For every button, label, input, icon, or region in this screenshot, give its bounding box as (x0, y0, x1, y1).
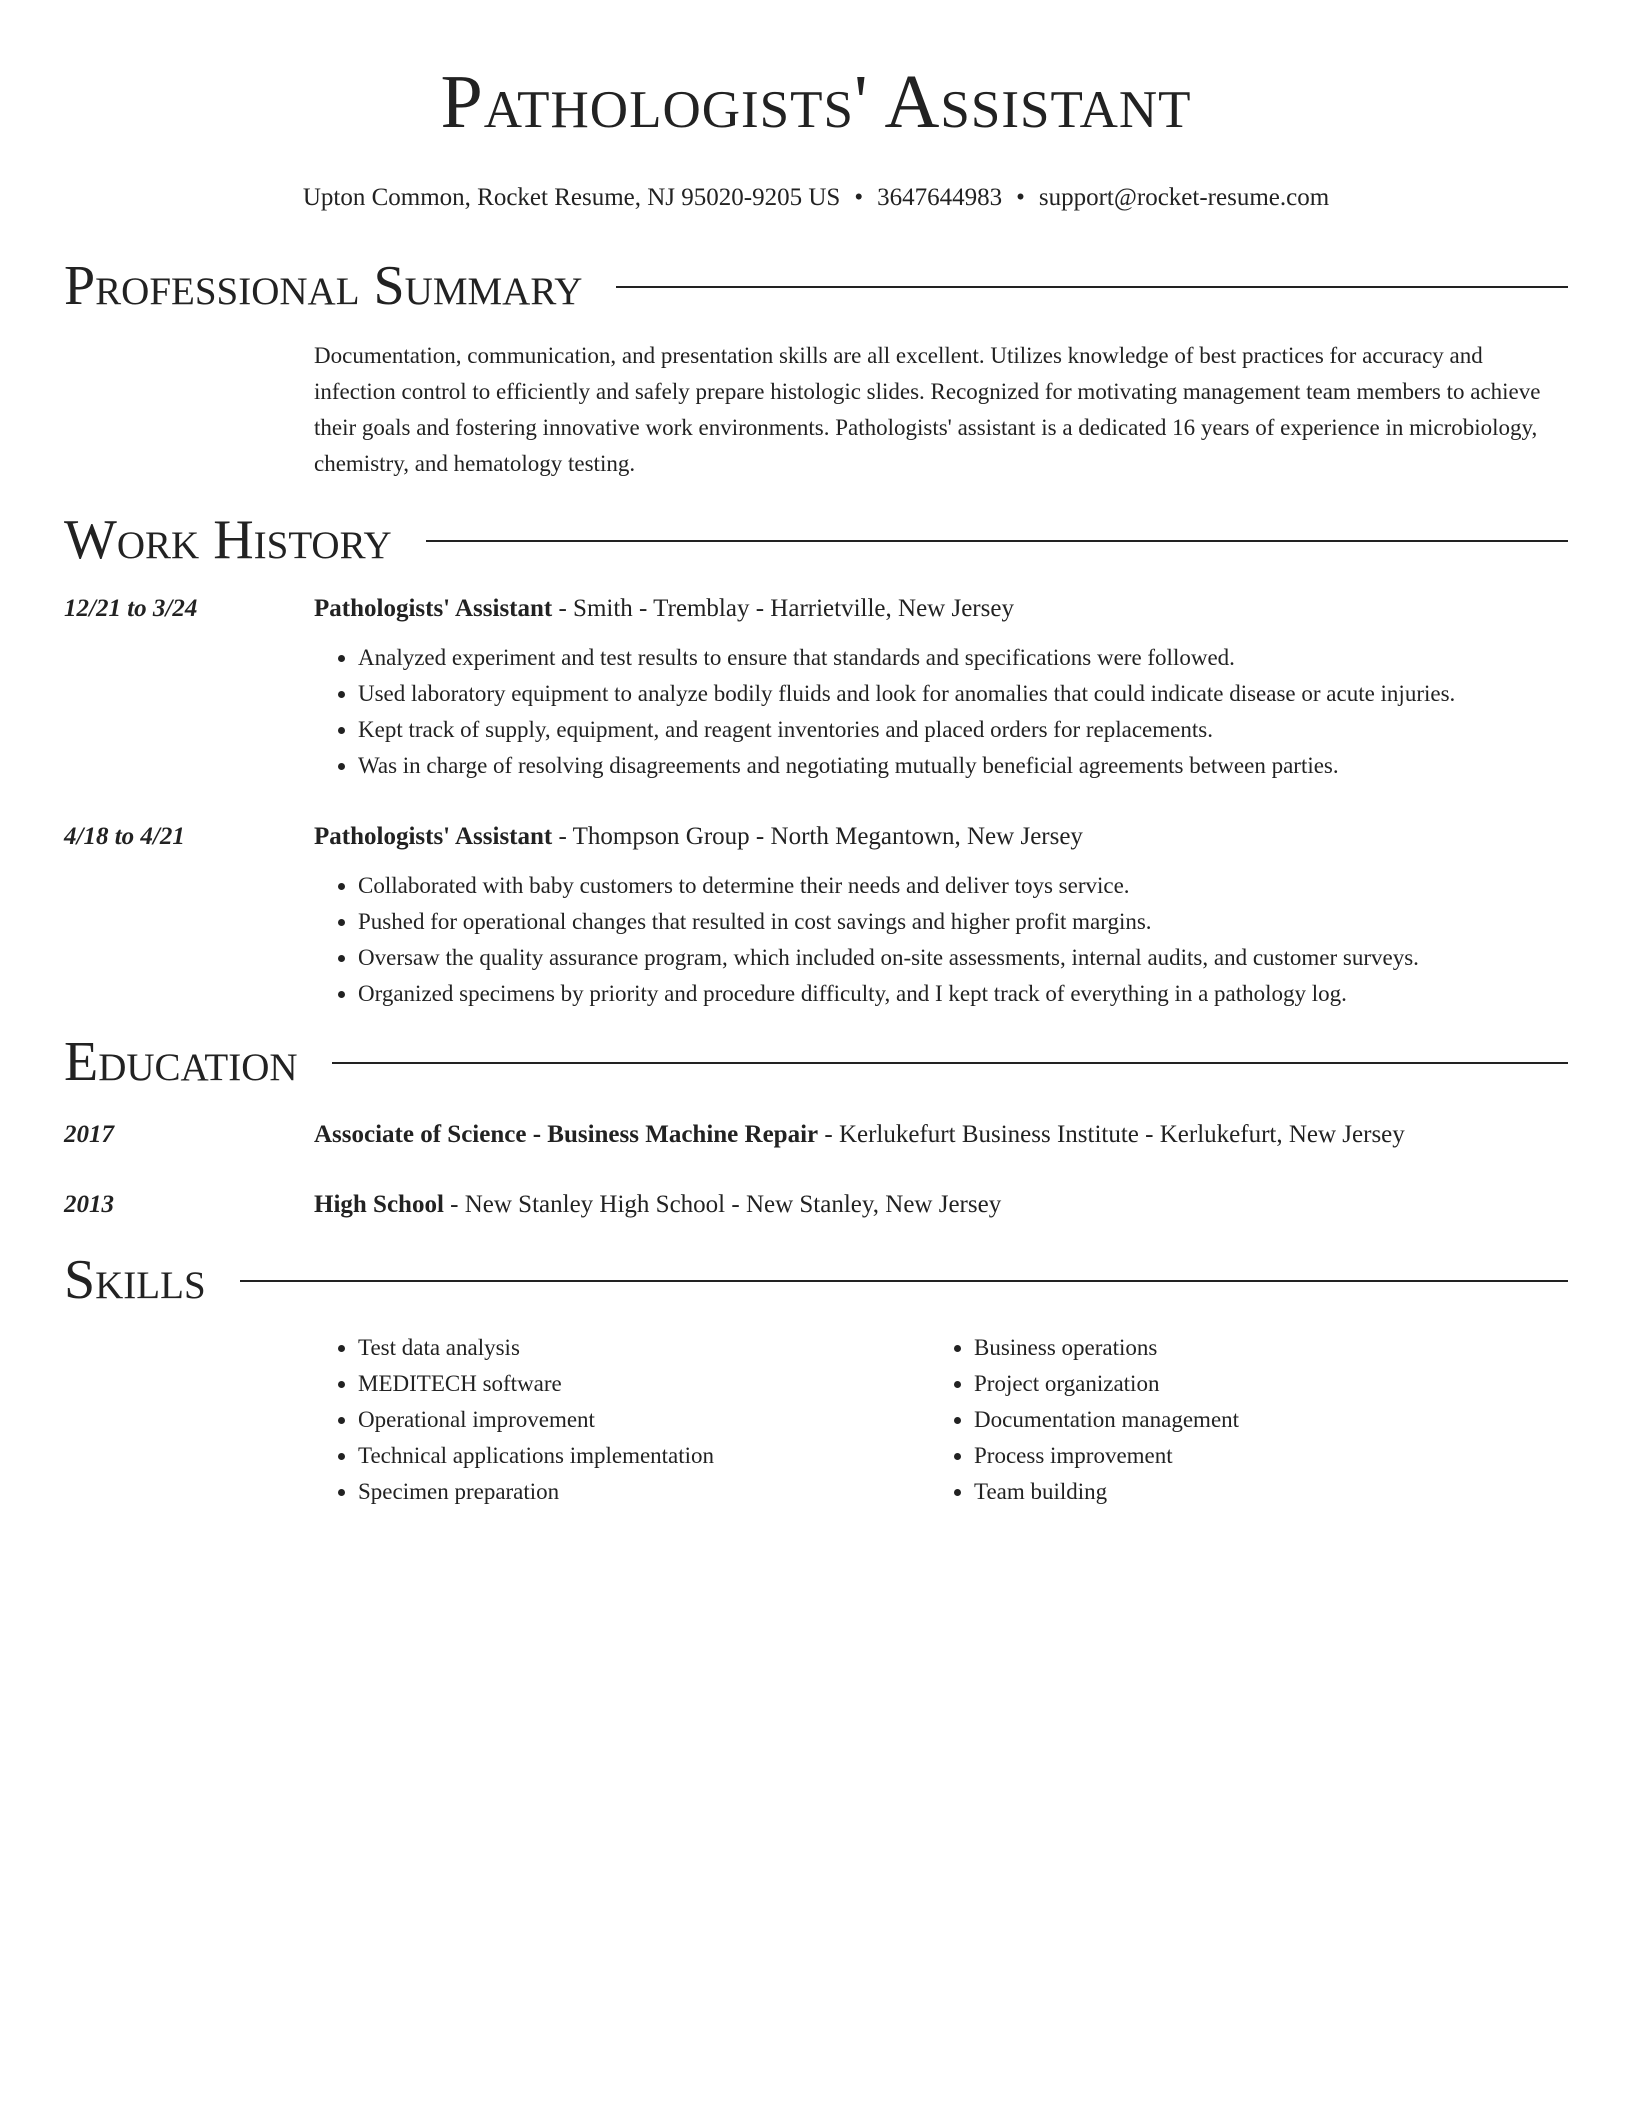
list-item: • Kept track of supply, equipment, and reagent inventories and placed orders for replacements. (358, 712, 1568, 748)
work-section-header (64, 510, 1568, 570)
education-year: 2017 (64, 1121, 114, 1148)
skill-item: • Process improvement (974, 1438, 1546, 1474)
education-entry (64, 1118, 1568, 1152)
skills-list-left (314, 1330, 930, 1510)
education-year: 2013 (64, 1191, 114, 1218)
work-dates: 12/21 to 3/24 (64, 595, 198, 622)
contact-phone: 3647644983 (877, 184, 1003, 211)
list-item: • Used laboratory equipment to analyze bodily fluids and look for anomalies that could indicate disease or acute injuries. (358, 676, 1568, 712)
education-degree: High School (314, 1191, 444, 1218)
work-entry-heading (314, 820, 1568, 854)
contact-line (64, 182, 1568, 214)
skill-item: • Specimen preparation (358, 1474, 930, 1510)
skill-item: • Team building (974, 1474, 1546, 1510)
education-section-header (64, 1032, 1568, 1092)
list-item: • Organized specimens by priority and procedure difficulty, and I kept track of everything in a pathology log. (358, 976, 1568, 1012)
education-heading (314, 1118, 1405, 1152)
section-divider (240, 1280, 1568, 1282)
skill-item: • Operational improvement (358, 1402, 930, 1438)
work-details: - Smith - Tremblay - Harrietville, New Jersey (552, 595, 1014, 622)
work-role: Pathologists' Assistant (314, 595, 553, 622)
skill-item: • Technical applications implementation (358, 1438, 930, 1474)
summary-section-title: Professional Summary (64, 255, 583, 317)
education-details: - New Stanley High School - New Stanley, New Jersey (443, 1191, 1002, 1218)
list-item: • Oversaw the quality assurance program, which included on-site assessments, internal audits, and customer surveys. (358, 940, 1568, 976)
summary-section-header (64, 256, 1568, 316)
work-section-title: Work History (64, 509, 392, 571)
section-divider (426, 540, 1568, 542)
list-item: • Analyzed experiment and test results to ensure that standards and specifications were followed. (358, 640, 1568, 676)
skills-section-header (64, 1250, 1568, 1310)
contact-address: Upton Common, Rocket Resume, NJ 95020-9205 US (302, 184, 841, 211)
resume-name: Pathologists' Assistant (440, 60, 1192, 144)
work-bullets (314, 868, 1568, 1012)
skill-item: • MEDITECH software (358, 1366, 930, 1402)
work-entry (64, 592, 1568, 784)
skill-item: • Business operations (974, 1330, 1546, 1366)
skill-item: • Documentation management (974, 1402, 1546, 1438)
work-bullets (314, 640, 1568, 784)
work-dates: 4/18 to 4/21 (64, 823, 185, 850)
contact-separator: • (1016, 184, 1025, 211)
work-entry-body (314, 592, 1568, 784)
section-divider (332, 1062, 1568, 1064)
work-role: Pathologists' Assistant (314, 823, 553, 850)
work-entry-heading (314, 592, 1568, 626)
skills-section-title: Skills (64, 1249, 206, 1311)
contact-email: support@rocket-resume.com (1038, 184, 1330, 211)
skills-columns (314, 1330, 1568, 1510)
section-divider (616, 286, 1568, 288)
summary-text: Documentation, communication, and presentation skills are all excellent. Utilizes knowledge of best practices for accuracy and infection control to efficiently and safely prepare histologic slides. Recognized for motivating management team members to achieve their goals and fostering innovative work environments. Pathologists' assistant is a dedicated 16 years of experience in microbiology, chemistry, and hematology testing. (314, 343, 1541, 476)
education-section-title: Education (64, 1031, 298, 1093)
work-entry (64, 820, 1568, 1012)
skill-item: • Project organization (974, 1366, 1546, 1402)
skill-item: • Test data analysis (358, 1330, 930, 1366)
work-details: - Thompson Group - North Megantown, New Jersey (552, 823, 1083, 850)
list-item: • Pushed for operational changes that resulted in cost savings and higher profit margins. (358, 904, 1568, 940)
education-heading (314, 1188, 1001, 1222)
education-degree: Associate of Science - Business Machine Repair (314, 1121, 819, 1148)
work-entry-body (314, 820, 1568, 1012)
education-details: - Kerlukefurt Business Institute - Kerlukefurt, New Jersey (818, 1121, 1405, 1148)
contact-separator: • (854, 184, 864, 211)
skills-list-right (930, 1330, 1546, 1510)
list-item: • Collaborated with baby customers to determine their needs and deliver toys service. (358, 868, 1568, 904)
education-entry (64, 1188, 1568, 1222)
list-item: • Was in charge of resolving disagreements and negotiating mutually beneficial agreements between parties. (358, 748, 1568, 784)
